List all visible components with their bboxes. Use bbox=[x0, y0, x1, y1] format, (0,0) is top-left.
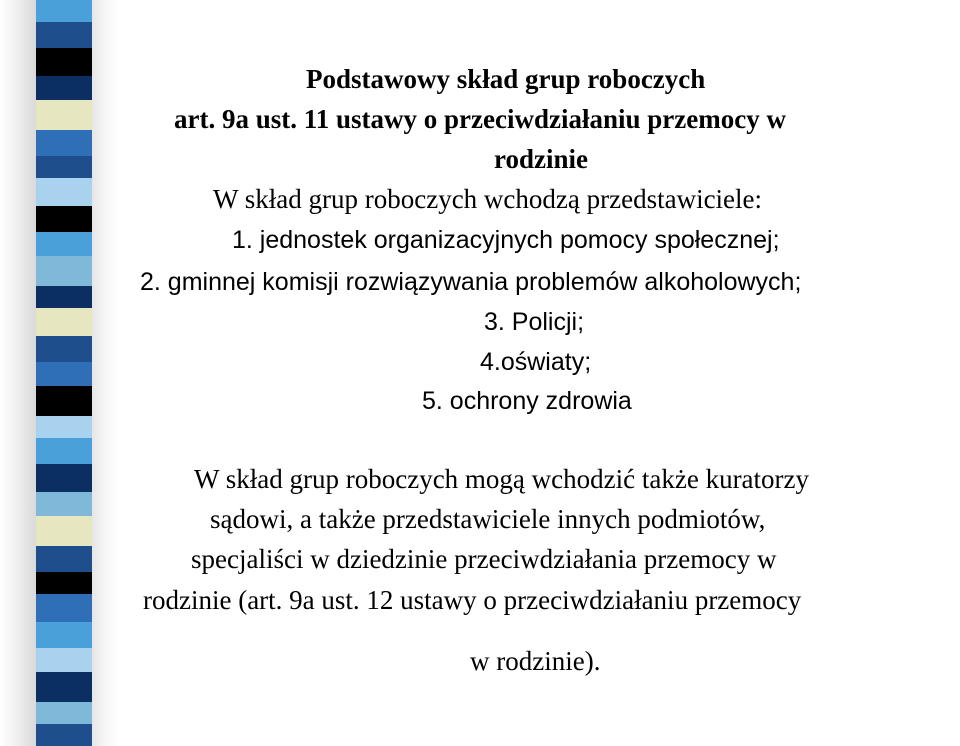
stripe-square bbox=[36, 130, 92, 156]
list-item-5: 5. ochrony zdrowia bbox=[422, 387, 632, 415]
stripe-square bbox=[36, 286, 92, 308]
title-line-3: rodzinie bbox=[494, 144, 588, 174]
stripe-square bbox=[36, 594, 92, 622]
stripe-square bbox=[36, 256, 92, 286]
stripe-square bbox=[36, 308, 92, 336]
paragraph-line-2: sądowi, a także przedstawiciele innych podmiotów, bbox=[210, 504, 766, 534]
list-item-1: 1. jednostek organizacyjnych pomocy społecznej; bbox=[232, 226, 780, 254]
stripe-square bbox=[36, 464, 92, 492]
stripe-square bbox=[36, 724, 92, 746]
stripe-square bbox=[36, 572, 92, 594]
stripe-square bbox=[36, 362, 92, 386]
list-item-2: 2. gminnej komisji rozwiązywania problemów alkoholowych; bbox=[140, 268, 802, 296]
stripe-square bbox=[36, 648, 92, 672]
stripe-square bbox=[36, 178, 92, 206]
stripe-band bbox=[36, 0, 92, 746]
stripe-square bbox=[36, 156, 92, 178]
paragraph-line-4: rodzinie (art. 9a ust. 12 ustawy o przeciwdziałaniu przemocy bbox=[143, 585, 802, 615]
title-line-1: Podstawowy skład grup roboczych bbox=[306, 64, 706, 94]
stripe-square bbox=[36, 492, 92, 516]
stripe-square bbox=[36, 438, 92, 464]
title-line-2: art. 9a ust. 11 ustawy o przeciwdziałaniu przemocy w bbox=[174, 104, 786, 134]
stripe-square bbox=[36, 622, 92, 648]
paragraph-line-3: specjaliści w dziedzinie przeciwdziałania przemocy w bbox=[191, 544, 777, 574]
paragraph-line-1: W skład grup roboczych mogą wchodzić także kuratorzy bbox=[194, 464, 810, 494]
stripe-square bbox=[36, 386, 92, 416]
stripe-square bbox=[36, 0, 92, 22]
list-item-4: 4.oświaty; bbox=[480, 348, 592, 376]
intro-text: W skład grup roboczych wchodzą przedstawiciele: bbox=[213, 184, 763, 214]
stripe-square bbox=[36, 232, 92, 256]
paragraph-line-5: w rodzinie). bbox=[470, 646, 601, 676]
stripe-square bbox=[36, 48, 92, 76]
stripe-square bbox=[36, 100, 92, 130]
stripe-square bbox=[36, 336, 92, 362]
slide-content bbox=[120, 0, 960, 746]
stripe-square bbox=[36, 76, 92, 100]
list-item-3: 3. Policji; bbox=[484, 308, 585, 336]
stripe-square bbox=[36, 702, 92, 724]
stripe-square bbox=[36, 206, 92, 232]
stripe-square bbox=[36, 672, 92, 702]
decorative-stripe bbox=[0, 0, 118, 746]
stripe-shadow bbox=[0, 0, 36, 746]
stripe-square bbox=[36, 546, 92, 572]
stripe-square bbox=[36, 516, 92, 546]
stripe-fade bbox=[92, 0, 118, 746]
stripe-square bbox=[36, 416, 92, 438]
stripe-square bbox=[36, 22, 92, 48]
